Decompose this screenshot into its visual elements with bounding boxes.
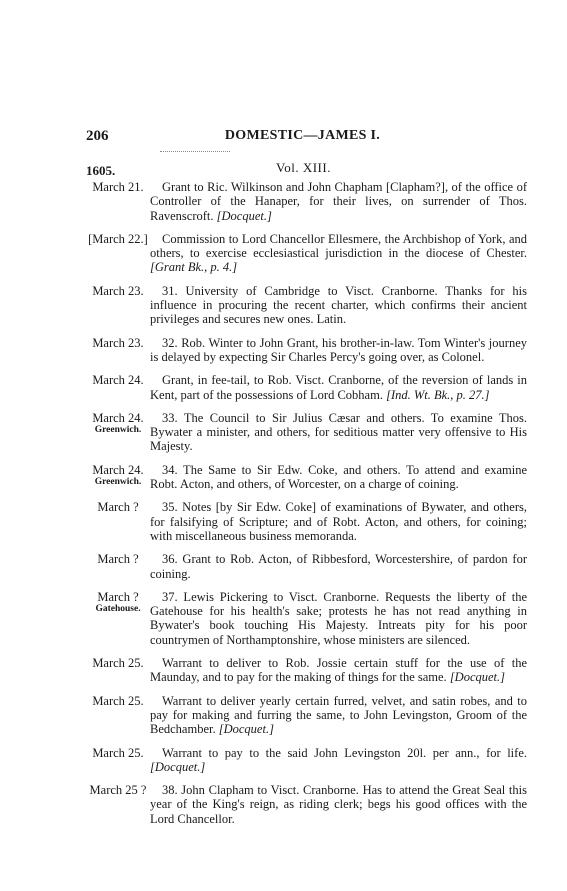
- calendar-entries: [86, 180, 527, 835]
- page-header: [86, 128, 519, 150]
- entry-text: 32. Rob. Winter to John Grant, his brother-in-law. Tom Winter's journey is delayed by expecting Sir Charles Percy's going over, as Colonel.: [150, 335, 527, 364]
- entry-text: 31. University of Cambridge to Visct. Cranborne. Thanks for his influence in procuring the recent charter, which confirms their ancient privileges and secures new ones. Latin.: [150, 283, 527, 327]
- entry-reference: [Docquet.]: [218, 722, 274, 737]
- entry-text: 34. The Same to Sir Edw. Coke, and others. To attend and examine Robt. Acton, and others, of Worcester, on a charge of coining.: [150, 462, 527, 492]
- calendar-entry: [86, 284, 527, 327]
- calendar-entry: [86, 180, 527, 223]
- entry-date: March 25.: [92, 745, 144, 760]
- entry-date: March ?: [97, 500, 139, 515]
- calendar-entry: [86, 336, 527, 365]
- calendar-entry: [86, 590, 527, 647]
- header-rule: [160, 151, 230, 152]
- calendar-entry: [86, 232, 527, 275]
- running-title: DOMESTIC—JAMES I.: [224, 128, 381, 143]
- entry-reference: [Docquet.]: [150, 759, 206, 774]
- entry-date: March 24.: [92, 373, 144, 388]
- entry-date: March 24. Greenwich.: [86, 411, 150, 454]
- entry-reference: [Ind. Wt. Bk., p. 27.]: [386, 387, 490, 402]
- entry-text: Grant, in fee-tail, to Rob. Visct. Cranborne, of the reversion of lands in Kent, part of the possessions of Lord Cobham. [Ind. Wt. Bk., p. 27.]: [150, 373, 527, 402]
- entry-place: Greenwich.: [94, 424, 142, 435]
- entry-text: 36. Grant to Rob. Acton, of Ribbesford, Worcestershire, of pardon for coining.: [150, 552, 527, 581]
- calendar-entry: [86, 746, 527, 775]
- entry-text: 38. John Clapham to Visct. Cranborne. Has to attend the Great Seal this year of the King's reign, as riding clerk; begs his good offices with the Lord Chancellor.: [150, 783, 527, 826]
- calendar-entry: [86, 500, 527, 543]
- entry-text: Commission to Lord Chancellor Ellesmere, the Archbishop of York, and others, to exercise ecclesiastical jurisdiction in the diocese of Chester. [Grant Bk., p. 4.]: [150, 231, 527, 275]
- entry-text: Grant to Ric. Wilkinson and John Chapham [Clapham?], of the office of Controller of the Hanaper, for their lives, on surrender of Thos. Ravenscroft. [Docquet.]: [150, 180, 527, 223]
- entry-date: March 25.: [92, 693, 144, 708]
- year-label: 1605.: [86, 163, 116, 178]
- entry-text: Warrant to deliver to Rob. Jossie certain stuff for the use of the Maunday, and to pay for the making of things for the same. [Docquet.]: [150, 656, 527, 685]
- calendar-entry: [86, 411, 527, 454]
- entry-place: Gatehouse.: [95, 603, 141, 614]
- entry-date: March 25.: [92, 656, 144, 671]
- calendar-entry: [86, 373, 527, 402]
- entry-date: March 23.: [92, 335, 144, 350]
- calendar-entry: [86, 463, 527, 492]
- entry-text: Warrant to pay to the said John Levingston 20l. per ann., for life. [Docquet.]: [150, 745, 527, 774]
- entry-place: Greenwich.: [94, 476, 142, 487]
- entry-reference: [Docquet.]: [449, 670, 506, 685]
- entry-text: 33. The Council to Sir Julius Cæsar and others. To examine Thos. Bywater a minister, and others, for seditious matter very offensive to His Majesty.: [150, 410, 527, 454]
- entry-reference: [Docquet.]: [216, 208, 272, 223]
- entry-date: [March 22.]: [88, 231, 148, 246]
- page-number: 206: [86, 128, 109, 144]
- calendar-entry: [86, 552, 527, 581]
- entry-date: March 21.: [92, 180, 144, 194]
- entry-date: March 23.: [92, 283, 144, 298]
- entry-date: March 24. Greenwich.: [86, 463, 150, 492]
- calendar-entry: [86, 694, 527, 737]
- entry-text: 35. Notes [by Sir Edw. Coke] of examinations of Bywater, and others, for falsifying of Scripture; and of Robt. Acton, and others, for coining; with miscellaneous business memoranda.: [150, 500, 527, 543]
- volume-label: Vol. XIII.: [276, 160, 331, 175]
- entry-text: Warrant to deliver yearly certain furred, velvet, and satin robes, and to pay for making and furring the same, to John Levingston, Groom of the Bedchamber. [Docquet.]: [150, 693, 527, 737]
- entry-reference: [Grant Bk., p. 4.]: [150, 260, 238, 275]
- entry-date: March ?: [97, 552, 139, 567]
- entry-date: March 25 ?: [89, 783, 147, 798]
- entry-date: March ? Gatehouse.: [86, 590, 150, 647]
- calendar-entry: [86, 656, 527, 685]
- entry-text: 37. Lewis Pickering to Visct. Cranborne. Requests the liberty of the Gatehouse for his health's sake; protests he has not read anything in Bywater's book touching His Majesty. Intreats pity for his poor countrymen of Northamptonshire, whose ministers are silenced.: [150, 589, 527, 647]
- calendar-entry: [86, 783, 527, 826]
